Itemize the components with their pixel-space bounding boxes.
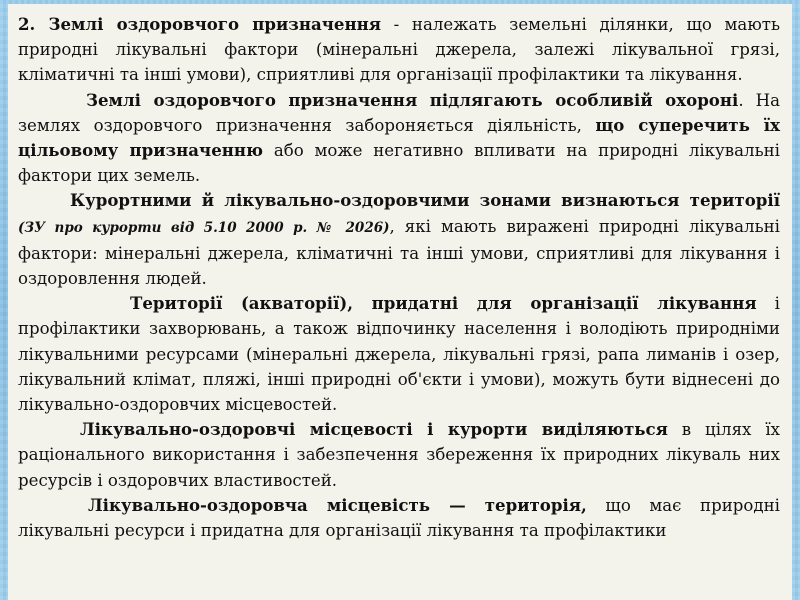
bold-phrase: Курортними й лікувально-оздоровчими зонами визнаються території [70,190,780,211]
paragraph-text: в цілях їх раціонального використання і забезпечення збереження їх природних лікуваль них ресурсів і оздоровчих властивостей. [18,420,780,490]
bold-heading: 2. Землі оздоровчого призначення [18,14,381,34]
paragraph-text: або може негативно впливати на природні лікувальні фактори цих земель. [18,141,780,186]
bold-phrase: що суперечить їх цільовому призначенню [18,114,780,161]
paragraph-locality-definition [18,493,780,543]
paragraph-text: - належать земельні ділянки, що мають природні лікувальні фактори (мінеральні джерела, залежі лікувальної грязі, кліматичні та інші умови), сприятливі для організації профілактики та лікування. [18,15,780,85]
bold-phrase: Території (акваторії), придатні для організації лікування [130,293,757,314]
slide-text-panel [8,4,792,600]
law-reference: (ЗУ про курорти від 5.10 2000 р. № 2026) [18,219,390,236]
paragraph-protection [18,88,780,189]
paragraph-text: , які мають виражені природні лікувальні фактори: мінеральні джерела, кліматичні та інші умови, сприятливі для лікування і оздоровлення людей. [18,216,780,289]
bold-phrase: Лікувально-оздоровча місцевість — територія, [88,494,587,515]
paragraph-territories [18,291,780,417]
paragraph-text: що має природні лікувальні ресурси і придатна для організації лікування та профілактики [18,495,780,541]
paragraph-lands-definition [18,12,780,88]
paragraph-resort-zones [18,188,780,291]
bold-phrase: Лікувально-оздоровчі місцевості і курорти виділяються [80,419,668,440]
bold-phrase: Землі оздоровчого призначення підлягають особливій охороні [86,89,739,110]
paragraph-text: і профілактики захворювань, а також відпочинку населення і володіють природніми лікувальними ресурсами (мінеральні джерела, лікувальні грязі, рапа лиманів і озер, лікувальний клімат, пляжі, інші природні об'єкти і умови), можуть бути віднесені до лікувально-оздоровчих місцевостей. [18,294,780,415]
paragraph-allocation [18,417,780,493]
paragraph-text: . На землях оздоровчого призначення забороняється діяльність, [18,90,780,135]
